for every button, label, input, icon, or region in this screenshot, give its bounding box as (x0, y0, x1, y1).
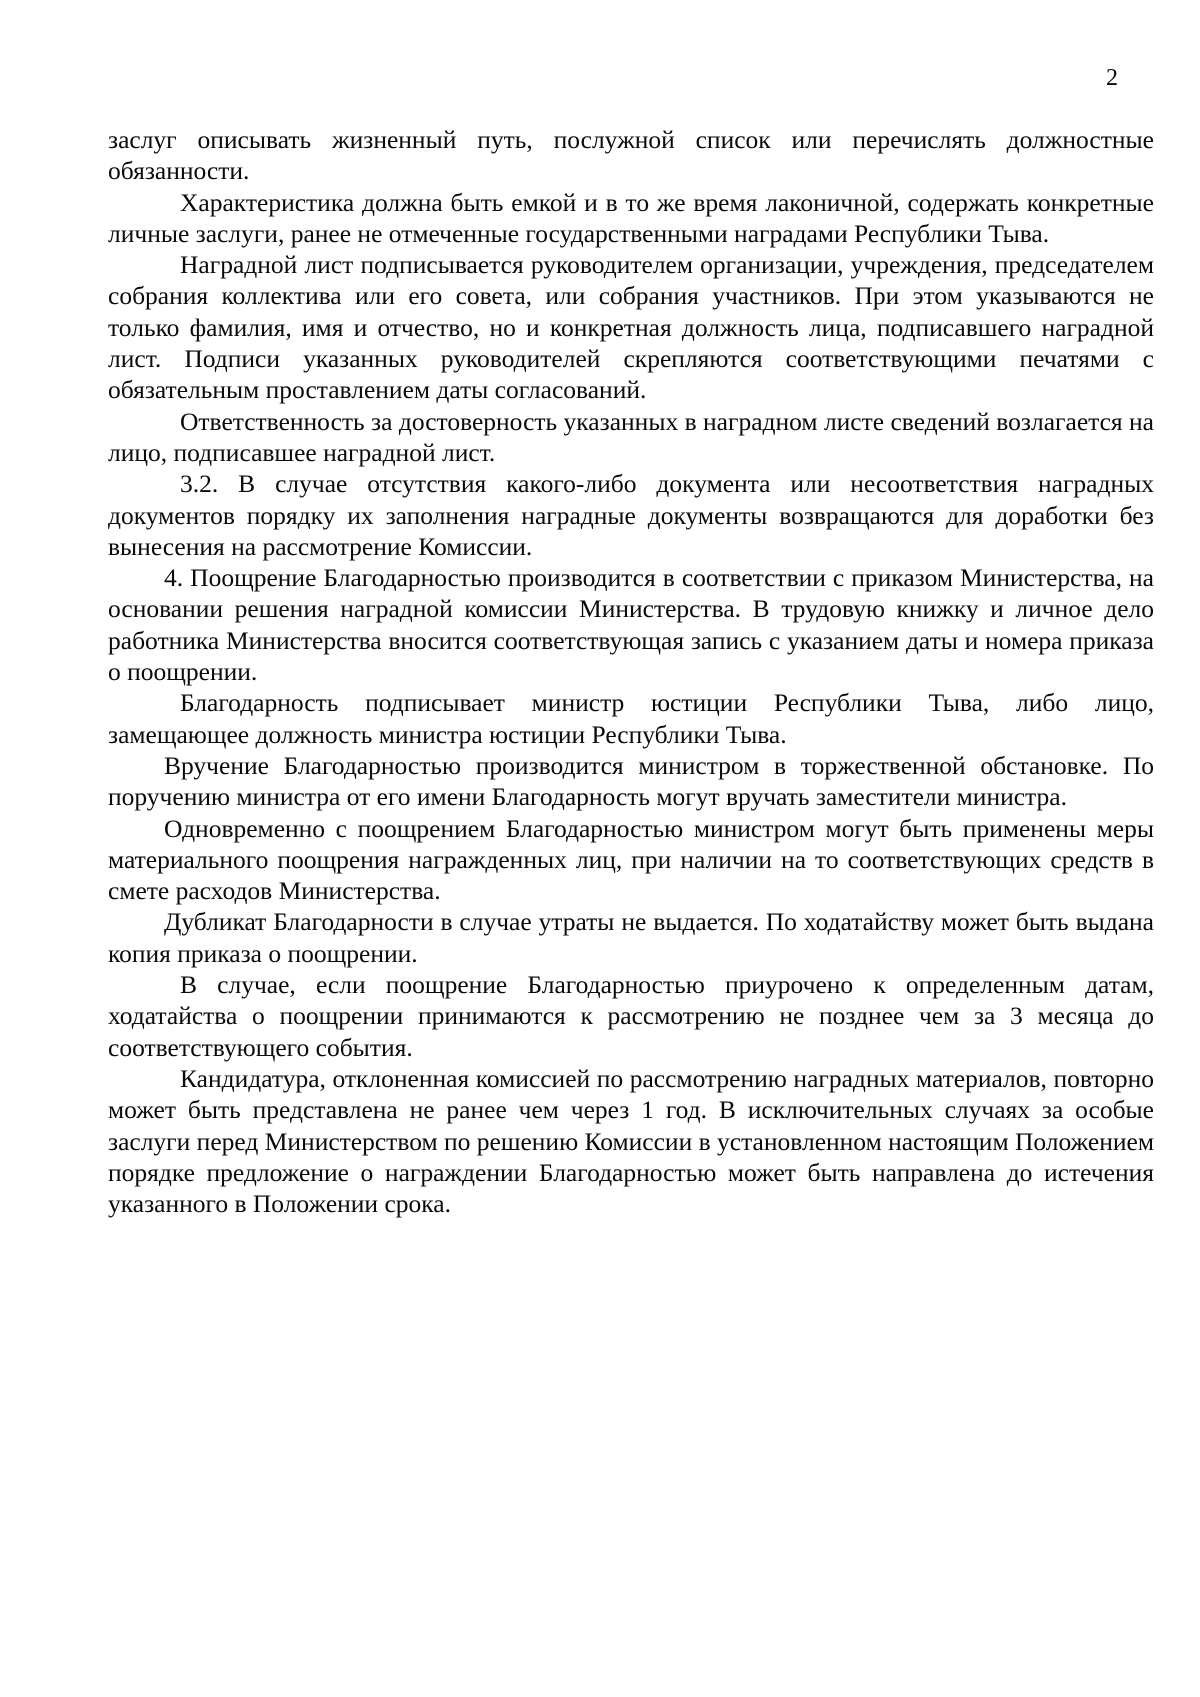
paragraph: Дубликат Благодарности в случае утраты не выдается. По ходатайству может быть выдана копия приказа о поощрении. (108, 907, 1154, 968)
document-body (108, 124, 1154, 1219)
paragraph: Вручение Благодарностью производится министром в торжественной обстановке. По поручению министра от его имени Благодарность могут вручать заместители министра. (108, 750, 1154, 812)
paragraph: Характеристика должна быть емкой и в то же время лаконичной, содержать конкретные личные заслуги, ранее не отмеченные государственными наградами Республики Тыва. (108, 187, 1154, 248)
paragraph: 3.2. В случае отсутствия какого-либо документа или несоответствия наградных документов порядку их заполнения наградные документы возвращаются для доработки без вынесения на рассмотрение Комиссии. (108, 469, 1154, 561)
paragraph: 4. Поощрение Благодарностью производится в соответствии с приказом Министерства, на основании решения наградной комиссии Министерства. В трудовую книжку и личное дело работника Министерства вносится соответствующая запись с указанием даты и номера приказа о поощрении. (108, 563, 1154, 687)
paragraph: Благодарность подписывает министр юстиции Республики Тыва, либо лицо, замещающее должность министра юстиции Республики Тыва. (108, 688, 1154, 749)
paragraph: Кандидатура, отклоненная комиссией по рассмотрению наградных материалов, повторно может быть представлена не ранее чем через 1 год. В исключительных случаях за особые заслуги перед Министерством по решению Комиссии в установленном настоящим Положением порядке предложение о награждении Благодарностью может быть направлена до истечения указанного в Положении срока. (108, 1063, 1154, 1219)
paragraph: Одновременно с поощрением Благодарностью министром могут быть применены меры материального поощрения награжденных лиц, при наличии на то соответствующих средств в смете расходов Министерства. (108, 813, 1154, 906)
paragraph: заслуг описывать жизненный путь, послужной список или перечислять должностные обязанности. (108, 125, 1154, 186)
paragraph: Ответственность за достоверность указанных в наградном листе сведений возлагается на лицо, подписавшее наградной лист. (108, 406, 1154, 467)
paragraph: Наградной лист подписывается руководителем организации, учреждения, председателем собрания коллектива или его совета, или собрания участников. При этом указываются не только фамилия, имя и отчество, но и конкретная должность лица, подписавшего наградной лист. Подписи указанных руководителей скрепляются соответствующими печатями с обязательным проставлением даты согласований. (108, 250, 1154, 405)
paragraph: В случае, если поощрение Благодарностью приурочено к определенным датам, ходатайства о поощрении принимаются к рассмотрению не позднее чем за 3 месяца до соответствующего события. (108, 970, 1154, 1062)
page-number: 2 (1106, 65, 1118, 91)
